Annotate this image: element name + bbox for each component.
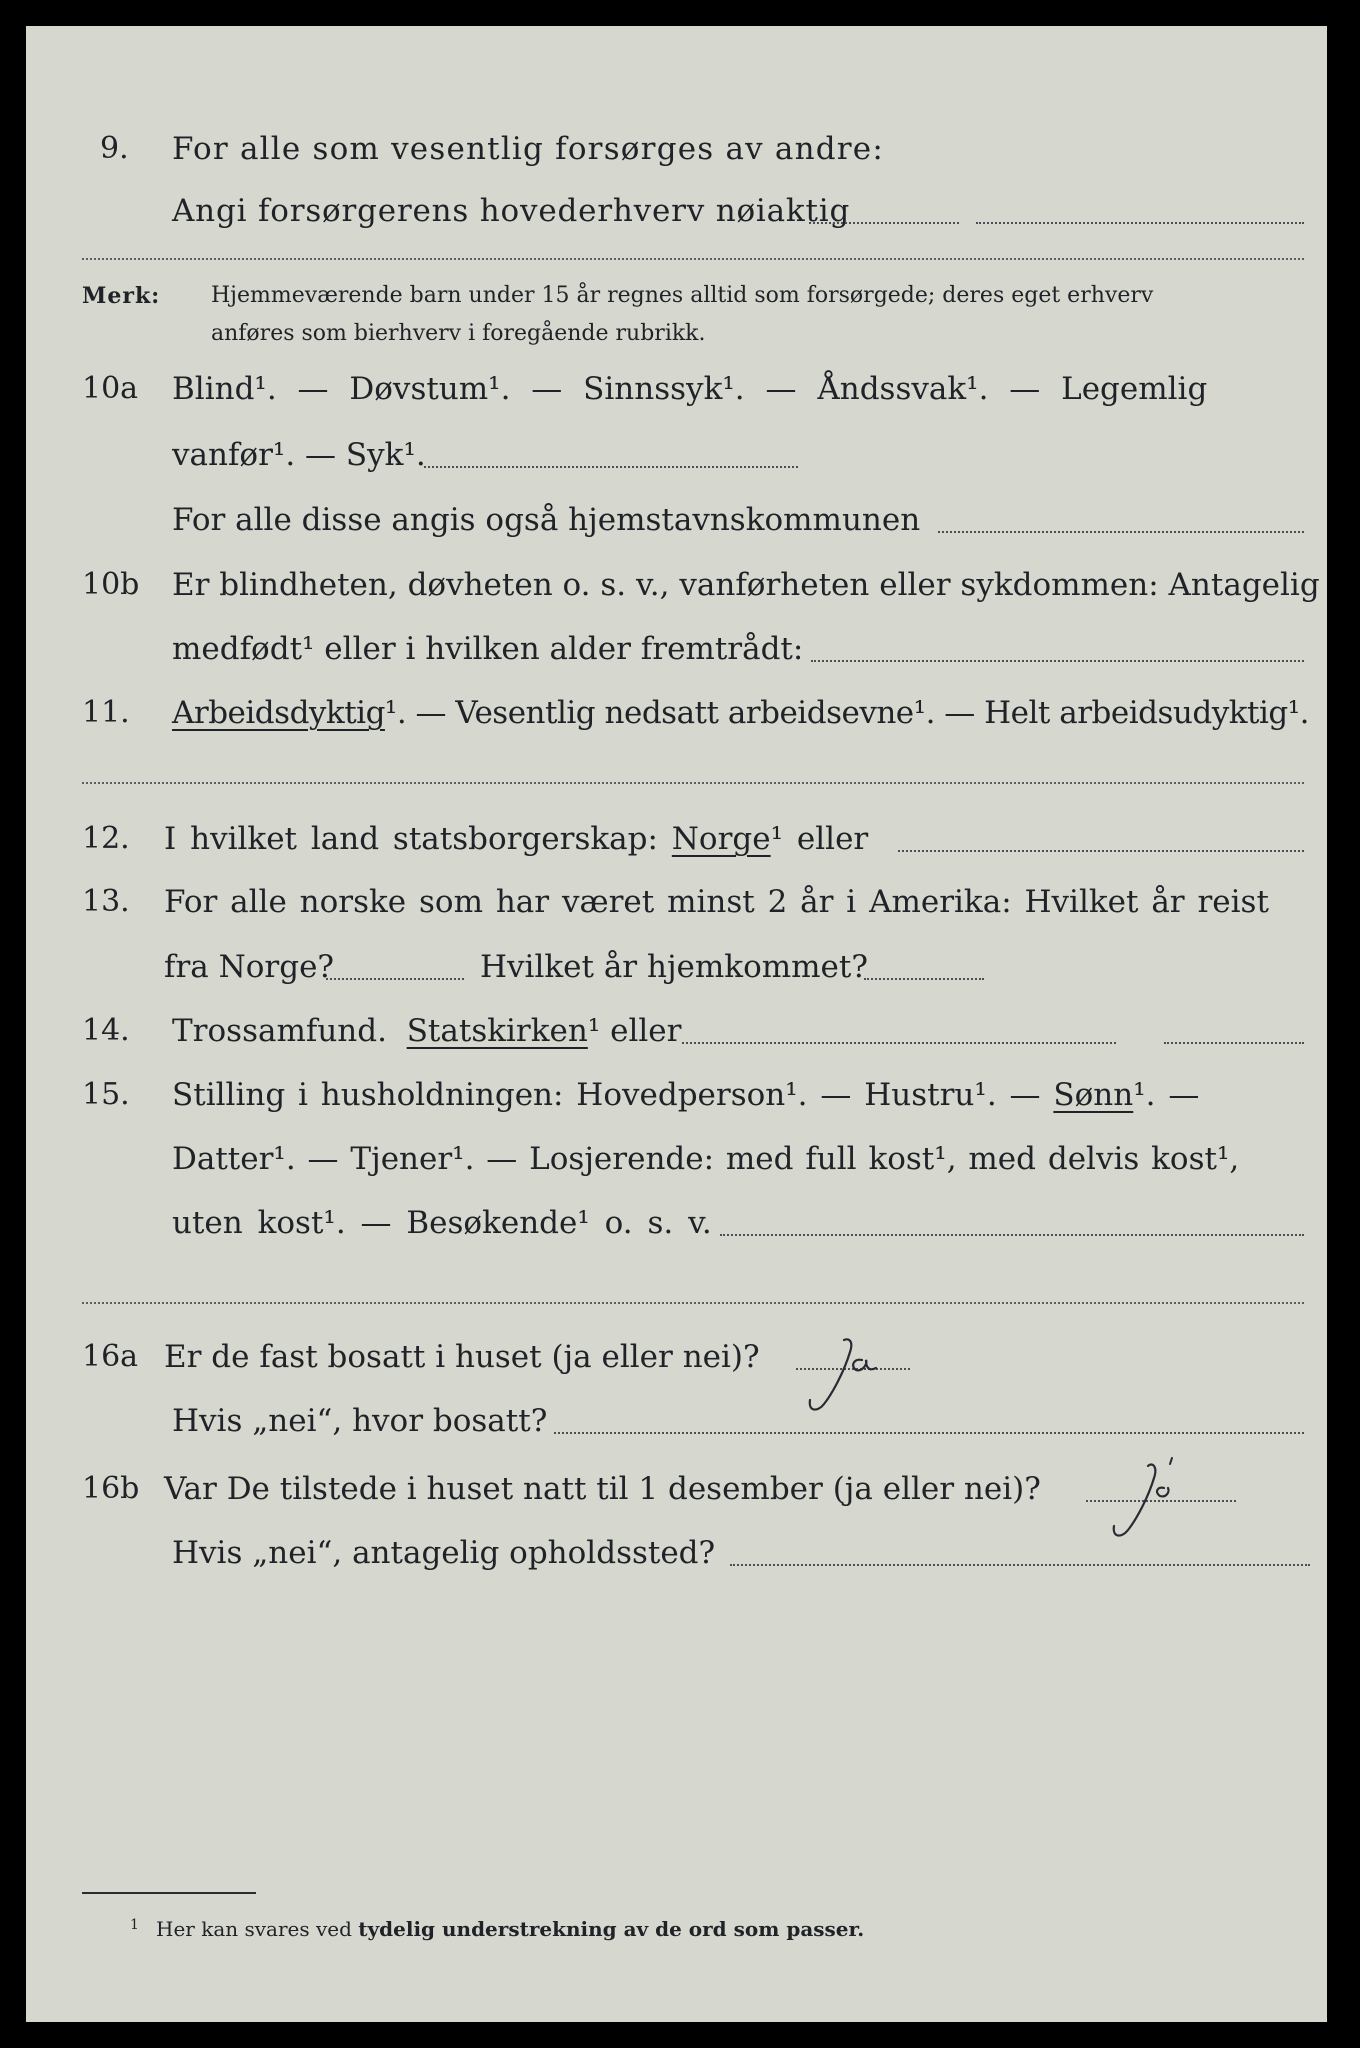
footnote-mark: 1 [130,1917,139,1933]
q9-row2 [26,188,1327,234]
q16a-row2 [26,1398,1327,1444]
q11-text [172,690,1309,736]
section-divider-1 [82,258,1304,260]
q16a-number: 16a [82,1339,139,1374]
q15-number: 15. [82,1077,130,1112]
q16a-bosatt-line[interactable] [554,1432,1304,1434]
q15-option-sonn[interactable]: Sønn [1053,1077,1134,1113]
q12-pre: I hvilket land statsborgerskap: [164,821,658,857]
q13-row2 [26,944,1327,990]
q10b-line2: medfødt¹ eller i hvilken alder fremtrådt: [172,631,804,667]
q15-line3: uten kost¹. — Besøkende¹ o. s. v. [172,1205,712,1241]
q15-answer-line[interactable] [720,1234,1304,1236]
merk-line2: anføres som bierhverv i foregående rubrikk. [211,321,706,346]
q10a-row2 [26,432,1327,478]
q13-line1: For alle norske som har været minst 2 år i Amerika: Hvilket år reist [164,884,1269,920]
q9-line1: For alle som vesentlig forsørges av andre: [172,131,884,167]
q15-line1-pre: Stilling i husholdningen: Hovedperson¹. — Hustru¹. — [172,1077,1041,1113]
footnote-plain: Her kan svares ved [156,1917,352,1941]
q16b-row2 [26,1530,1327,1576]
q13-line2b: Hvilket år hjemkommet? [480,949,868,985]
q14-number: 14. [82,1013,130,1048]
q14-row [26,1008,1327,1054]
q13-line2a: fra Norge? [164,949,335,985]
q15-line1 [172,1072,1199,1118]
q15-line2: Datter¹. — Tjener¹. — Losjerende: med full kost¹, med delvis kost¹, [172,1141,1240,1177]
section-divider-3 [82,1302,1304,1304]
q13-number: 13. [82,884,130,919]
q12-option-norge[interactable]: Norge [671,821,771,857]
q16a-line1: Er de fast bosatt i huset (ja eller nei)? [164,1339,760,1375]
merk-line1: Hjemmeværende barn under 15 år regnes alltid som forsørgede; deres eget erhverv [211,283,1154,308]
q13-reist-line[interactable] [326,978,464,980]
q12-row [26,816,1327,862]
q10a-row3 [26,497,1327,543]
q16a-row [26,1334,1327,1380]
q9-answer-line-b[interactable] [976,222,1304,224]
q11-rest: ¹. — Vesentlig nedsatt arbeidsevne¹. — Helt arbeidsudyktig¹. [384,695,1310,731]
q16b-line2: Hvis „nei“, antagelig opholdssted? [172,1535,716,1571]
q9-row [26,126,1327,172]
q14-text [172,1008,681,1054]
q12-number: 12. [82,821,130,856]
q10b-number: 10b [82,567,140,602]
q11-row [26,690,1327,736]
q9-number: 9. [100,131,129,166]
q15-row [26,1072,1327,1118]
footnote-bold: tydelig understrekning av de ord som passer. [358,1917,865,1941]
q10a-line1: Blind¹. — Døvstum¹. — Sinnssyk¹. — Åndssvak¹. — Legemlig [172,371,1208,407]
merk-label: Merk: [82,283,161,309]
q10a-answer-line[interactable] [424,466,798,468]
q10a-hjemstavn-line[interactable] [938,531,1304,533]
q10a-line2: vanfør¹. — Syk¹. [172,437,426,473]
q16b-line1: Var De tilstede i huset natt til 1 desember (ja eller nei)? [164,1471,1041,1507]
q10b-row [26,562,1327,608]
q16b-number: 16b [82,1471,140,1506]
q14-answer-line-b[interactable] [1164,1042,1304,1044]
q9-answer-line-a[interactable] [809,222,959,224]
q13-hjemkommet-line[interactable] [864,978,984,980]
q16b-opholdssted-line[interactable] [730,1564,1310,1566]
q11-number: 11. [82,695,130,730]
q9-line2: Angi forsørgerens hovederhverv nøiaktig [172,193,851,229]
q12-answer-line[interactable] [898,850,1304,852]
q10a-number: 10a [82,371,139,406]
q14-pre: Trossamfund. [172,1013,387,1049]
q14-option-statskirken[interactable]: Statskirken [406,1013,588,1049]
q10a-row [26,366,1327,412]
q10b-line1: Er blindheten, døvheten o. s. v., vanførheten eller sykdommen: Antagelig [172,567,1320,603]
q13-row [26,879,1327,925]
q12-post: ¹ eller [770,821,869,857]
q10b-answer-line[interactable] [811,660,1304,662]
q15-row3 [26,1200,1327,1246]
q16b-row [26,1466,1327,1512]
footnote-text [156,1914,864,1944]
q14-answer-line-a[interactable] [682,1042,1116,1044]
footnote-rule [82,1892,256,1894]
q10a-line3: For alle disse angis også hjemstavnskommunen [172,502,921,538]
section-divider-2 [82,782,1304,784]
q15-line1-post: ¹. — [1133,1077,1200,1113]
q15-row2 [26,1136,1327,1182]
census-form-page [26,26,1327,2022]
q12-text [164,816,868,862]
q10b-row2 [26,626,1327,672]
q11-option-arbeidsdyktig[interactable]: Arbeidsdyktig [172,695,385,731]
q14-post: ¹ eller [587,1013,682,1049]
q16a-line2: Hvis „nei“, hvor bosatt? [172,1403,548,1439]
